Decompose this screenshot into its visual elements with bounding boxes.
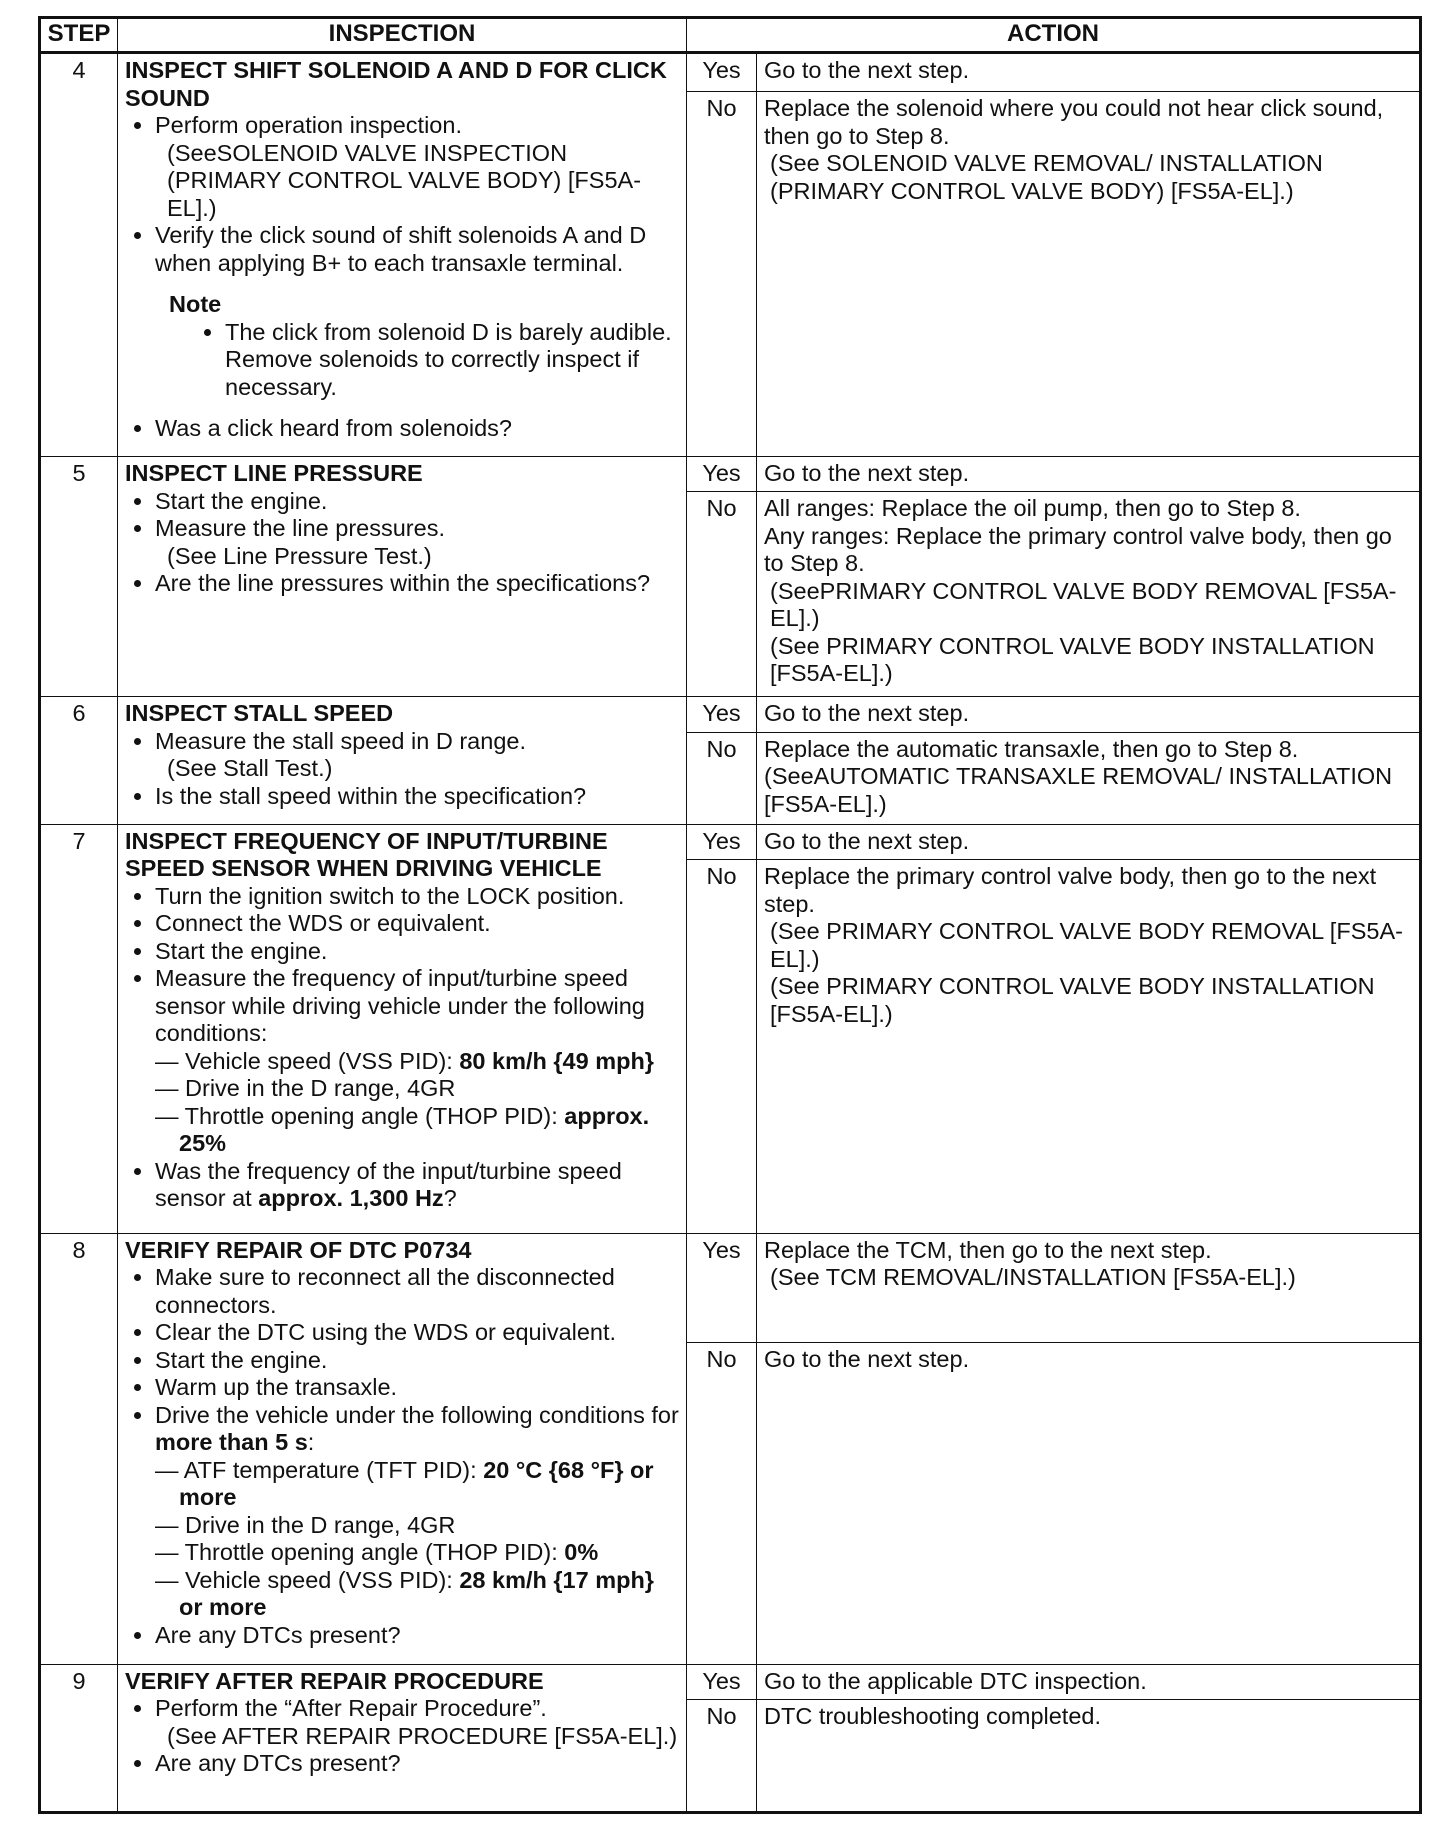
reference: (See PRIMARY CONTROL VALVE BODY REMOVAL [FS5A-EL].) <box>770 918 1403 972</box>
step-number: 6 <box>40 697 118 824</box>
header-row <box>40 18 1421 53</box>
step-number: 8 <box>40 1233 118 1664</box>
yes-action: Go to the applicable DTC inspection. <box>757 1664 1421 1699</box>
reference: (See Stall Test.) <box>167 755 333 782</box>
inspection-cell <box>118 1233 687 1664</box>
step-number: 4 <box>40 53 118 457</box>
step-title: INSPECT SHIFT SOLENOID A AND D FOR CLICK SOUND <box>125 57 667 111</box>
troubleshooting-table <box>38 16 1422 1814</box>
reference: (See Line Pressure Test.) <box>167 542 432 569</box>
yes-action: Go to the next step. <box>757 697 1421 732</box>
list-item: • Was the frequency of the input/turbine speed sensor at approx. 1,300 Hz? <box>155 1158 679 1213</box>
header-inspection: INSPECTION <box>118 18 687 53</box>
list-item: • Verify the click sound of shift solenoids A and D when applying B+ to each transaxle terminal. <box>155 222 679 277</box>
yes-action: Replace the TCM, then go to the next step. (See TCM REMOVAL/INSTALLATION [FS5A-EL].) <box>757 1233 1421 1342</box>
list-item: • Are any DTCs present? <box>155 1750 679 1778</box>
step-number: 7 <box>40 824 118 1233</box>
list-item: • Measure the stall speed in D range. (See Stall Test.) <box>155 728 679 783</box>
reference: (See AFTER REPAIR PROCEDURE [FS5A-EL].) <box>167 1722 678 1749</box>
inspection-cell <box>118 53 687 457</box>
yes-label: Yes <box>687 1664 757 1699</box>
list-item: • Is the stall speed within the specification? <box>155 783 679 811</box>
step-7-yes-row <box>40 824 1421 859</box>
list-item: • Are the line pressures within the specifications? <box>155 570 679 598</box>
list-item: • Start the engine. <box>155 1347 679 1375</box>
condition-item: — Drive in the D range, 4GR <box>155 1075 456 1102</box>
no-action: Replace the solenoid where you could not hear click sound, then go to Step 8. (See SOLENOID VALVE REMOVAL/ INSTALLATION (PRIMARY CONTROL VALVE BODY) [FS5A-EL].) <box>757 92 1421 457</box>
list-item: • Measure the line pressures. (See Line Pressure Test.) <box>155 515 679 570</box>
list-item: • Turn the ignition switch to the LOCK position. <box>155 883 679 911</box>
no-label: No <box>687 492 757 697</box>
yes-label: Yes <box>687 1233 757 1342</box>
yes-label: Yes <box>687 824 757 859</box>
yes-label: Yes <box>687 53 757 92</box>
list-item: • Was a click heard from solenoids? <box>155 415 679 443</box>
inspection-cell <box>118 824 687 1233</box>
step-title: INSPECT LINE PRESSURE <box>125 460 423 487</box>
inspection-cell <box>118 457 687 697</box>
condition-item: — ATF temperature (TFT PID): 20 °C {68 °F} or more <box>155 1456 654 1511</box>
step-title: VERIFY AFTER REPAIR PROCEDURE <box>125 1667 544 1694</box>
yes-label: Yes <box>687 697 757 732</box>
no-action: Replace the primary control valve body, then go to the next step. (See PRIMARY CONTROL VALVE BODY REMOVAL [FS5A-EL].) (See PRIMARY CONTROL VALVE BODY INSTALLATION [FS5A-EL].) <box>757 860 1421 1234</box>
reference: (SeePRIMARY CONTROL VALVE BODY REMOVAL [FS5A-EL].) <box>770 577 1397 632</box>
condition-item: — Throttle opening angle (THOP PID): approx. 25% <box>155 1102 650 1157</box>
no-action: DTC troubleshooting completed. <box>757 1699 1421 1812</box>
inspection-cell <box>118 697 687 824</box>
list-item: • Measure the frequency of input/turbine speed sensor while driving vehicle under the following conditions: — Vehicle speed (VSS PID): 80 km/h {49 mph} — Drive in the D range, 4GR — Throttle opening angle (THOP PID): approx. 25% <box>155 965 679 1158</box>
no-action: Go to the next step. <box>757 1343 1421 1665</box>
yes-action: Go to the next step. <box>757 53 1421 92</box>
list-item: • Make sure to reconnect all the disconnected connectors. <box>155 1264 679 1319</box>
list-item: • Clear the DTC using the WDS or equivalent. <box>155 1319 679 1347</box>
note-item: • The click from solenoid D is barely audible. Remove solenoids to correctly inspect if necessary. <box>225 319 679 402</box>
step-6-yes-row <box>40 697 1421 732</box>
reference: (See PRIMARY CONTROL VALVE BODY INSTALLATION [FS5A-EL].) <box>770 632 1375 687</box>
no-label: No <box>687 1699 757 1812</box>
no-label: No <box>687 92 757 457</box>
list-item: • Start the engine. <box>155 488 679 516</box>
step-number: 5 <box>40 457 118 697</box>
reference: (SeeSOLENOID VALVE INSPECTION (PRIMARY CONTROL VALVE BODY) [FS5A-EL].) <box>167 139 642 221</box>
list-item: • Drive the vehicle under the following conditions for more than 5 s: — ATF temperature (TFT PID): 20 °C {68 °F} or more — Drive in the D range, 4GR — Throttle opening angle (THOP PID): 0% — Vehicle speed (VSS PID): 28 km/h {17 mph} or more <box>155 1402 679 1622</box>
step-8-yes-row <box>40 1233 1421 1342</box>
list-item: • Connect the WDS or equivalent. <box>155 910 679 938</box>
no-label: No <box>687 1343 757 1665</box>
yes-action: Go to the next step. <box>757 457 1421 492</box>
step-title: INSPECT STALL SPEED <box>125 700 394 727</box>
list-item: • Perform the “After Repair Procedure”. (See AFTER REPAIR PROCEDURE [FS5A-EL].) <box>155 1695 679 1750</box>
step-number: 9 <box>40 1664 118 1812</box>
yes-label: Yes <box>687 457 757 492</box>
no-action: Replace the automatic transaxle, then go to Step 8. (SeeAUTOMATIC TRANSAXLE REMOVAL/ INSTALLATION [FS5A-EL].) <box>757 732 1421 824</box>
condition-item: — Vehicle speed (VSS PID): 80 km/h {49 mph} <box>155 1047 654 1074</box>
condition-item: — Vehicle speed (VSS PID): 28 km/h {17 mph} or more <box>155 1566 654 1621</box>
no-label: No <box>687 732 757 824</box>
list-item: • Are any DTCs present? <box>155 1622 679 1650</box>
reference: (SeeAUTOMATIC TRANSAXLE REMOVAL/ INSTALLATION [FS5A-EL].) <box>764 763 1393 817</box>
step-title: INSPECT FREQUENCY OF INPUT/TURBINE SPEED SENSOR WHEN DRIVING VEHICLE <box>125 827 608 882</box>
step-4-yes-row <box>40 53 1421 92</box>
yes-action: Go to the next step. <box>757 824 1421 859</box>
list-item: • Perform operation inspection. (SeeSOLENOID VALVE INSPECTION (PRIMARY CONTROL VALVE BODY) [FS5A-EL].) <box>155 112 679 222</box>
condition-item: — Throttle opening angle (THOP PID): 0% <box>155 1539 599 1566</box>
reference: (See TCM REMOVAL/INSTALLATION [FS5A-EL].) <box>770 1264 1296 1291</box>
list-item: • Start the engine. <box>155 938 679 966</box>
no-label: No <box>687 860 757 1234</box>
reference: (See SOLENOID VALVE REMOVAL/ INSTALLATION (PRIMARY CONTROL VALVE BODY) [FS5A-EL].) <box>770 150 1323 204</box>
list-item: • Warm up the transaxle. <box>155 1374 679 1402</box>
condition-item: — Drive in the D range, 4GR <box>155 1511 456 1538</box>
reference: (See PRIMARY CONTROL VALVE BODY INSTALLATION [FS5A-EL].) <box>770 973 1375 1027</box>
no-action: All ranges: Replace the oil pump, then go to Step 8. Any ranges: Replace the primary control valve body, then go to Step 8. (SeePRIMARY CONTROL VALVE BODY REMOVAL [FS5A-EL].) (See PRIMARY CONTROL VALVE BODY INSTALLATION [FS5A-EL].) <box>757 492 1421 697</box>
step-5-yes-row <box>40 457 1421 492</box>
inspection-cell <box>118 1664 687 1812</box>
step-title: VERIFY REPAIR OF DTC P0734 <box>125 1236 472 1263</box>
header-step: STEP <box>40 18 118 53</box>
header-action: ACTION <box>687 18 1421 53</box>
step-9-yes-row <box>40 1664 1421 1699</box>
note-heading: Note <box>169 291 222 317</box>
